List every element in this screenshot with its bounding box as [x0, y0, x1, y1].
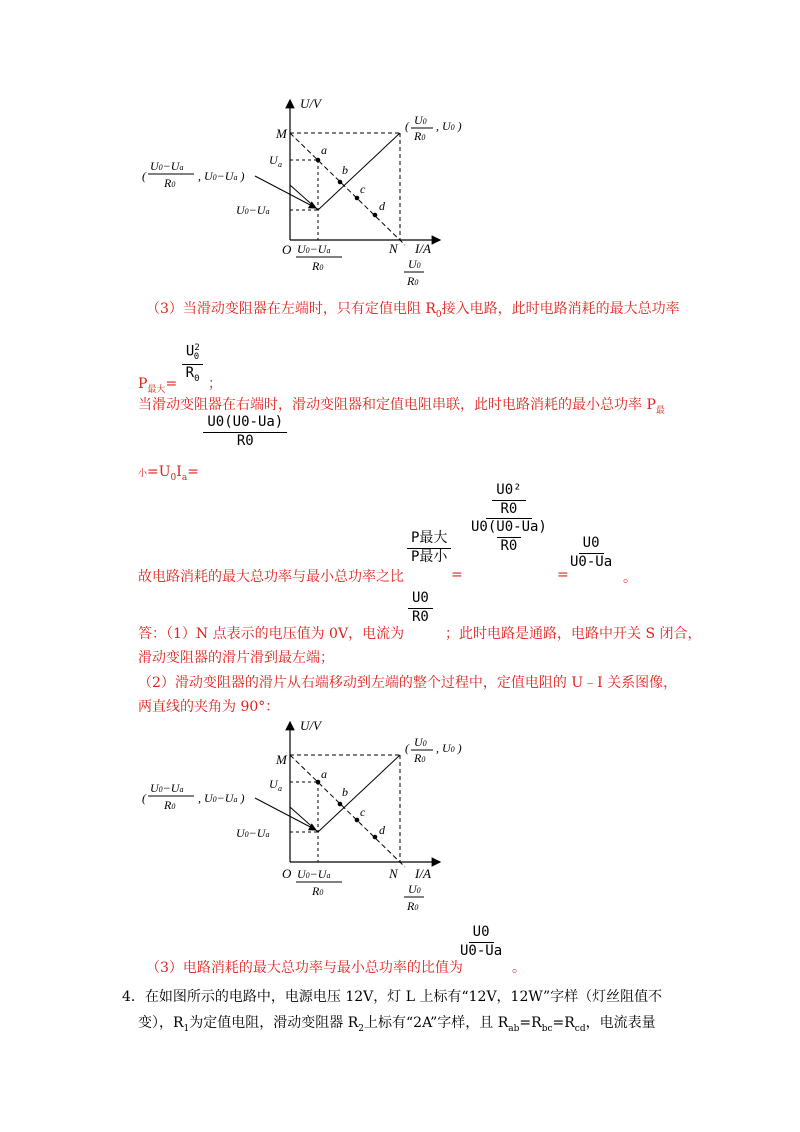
svg-text:U0−Ua: U0−Ua — [236, 826, 270, 840]
svg-text:R0: R0 — [164, 798, 176, 812]
ans3-frac: $\frac{U0}{U0-Ua}$ — [460, 924, 503, 959]
ratio-end: 。 — [623, 570, 637, 586]
svg-text:U/V: U/V — [300, 96, 321, 111]
ratio-right: $\frac{U0}{U0-Ua}$ — [570, 535, 613, 570]
svg-text:, U0−Ua ): , U0−Ua ) — [198, 791, 245, 805]
svg-text:b: b — [342, 785, 348, 799]
svg-text:d: d — [379, 199, 385, 213]
ratio-mid: $\frac{\frac{\text{U0²}}{R0}}{\frac{U0(U0-Ua)}{R0}}$ — [471, 482, 547, 554]
svg-text:, U0 ): , U0 ) — [436, 119, 462, 133]
svg-text:, U0 ): , U0 ) — [436, 741, 462, 755]
svg-text:(: ( — [142, 169, 146, 183]
ans3-end: 。 — [512, 960, 526, 976]
svg-text:a: a — [321, 143, 327, 157]
svg-text:U0: U0 — [408, 257, 421, 271]
svg-text:R0: R0 — [312, 259, 324, 273]
svg-text:d: d — [379, 823, 385, 837]
ratio-text: 故电路消耗的最大总功率与最小总功率之比 — [138, 569, 404, 585]
svg-text:R0: R0 — [312, 884, 324, 898]
svg-text:N: N — [389, 866, 398, 881]
graph-1 — [130, 90, 480, 300]
ans1-line: 答：（1）N 点表示的电压值为 0V，电流为 — [138, 626, 405, 642]
pmin-line: 当滑动变阻器在右端时，滑动变阻器和定值电阻串联，此时电路消耗的最小总功率 $P_最$ — [138, 397, 665, 416]
svg-text:U0−Ua: U0−Ua — [297, 242, 331, 256]
graph-2 — [130, 712, 480, 922]
svg-text:(: ( — [142, 791, 146, 805]
q4-line-2: 变），$R_1$为定值电阻，滑动变阻器 $R_2$上标有“2A”字样，且 $R_{ab}=R_{bc}=R_{cd}$，电流表量 — [138, 1015, 656, 1034]
svg-text:R0: R0 — [164, 176, 176, 190]
svg-text:U0−Ua: U0−Ua — [236, 203, 270, 217]
svg-text:U0−Ua: U0−Ua — [297, 867, 331, 881]
svg-text:, U0−Ua ): , U0−Ua ) — [198, 169, 245, 183]
svg-text:U0: U0 — [414, 113, 427, 127]
svg-text:U0−Ua: U0−Ua — [150, 159, 184, 173]
svg-text:U0: U0 — [408, 882, 421, 896]
svg-text:U: U — [269, 153, 278, 167]
svg-text:O: O — [282, 866, 292, 881]
svg-text:c: c — [360, 182, 366, 196]
svg-text:a: a — [278, 160, 282, 169]
pmax-line: $P_{最大}=$ $\frac{U^2_0}{R_0}$ ； — [138, 343, 222, 395]
svg-text:R0: R0 — [407, 274, 419, 288]
svg-text:U/V: U/V — [300, 718, 321, 733]
svg-text:U0−Ua: U0−Ua — [150, 781, 184, 795]
ans1-line-c: 滑动变阻器的滑片滑到最左端； — [138, 650, 334, 666]
svg-text:R0: R0 — [414, 129, 426, 143]
ans2-line-b: 两直线的夹角为 90°： — [138, 699, 280, 715]
ratio-left: $\frac{\text{P最大}}{\text{P最小}}$ — [407, 530, 451, 566]
ans1-line-b: ；此时电路是通路，电路中开关 S 闭合， — [445, 626, 702, 642]
svg-text:R0: R0 — [414, 751, 426, 765]
ans2-line-a: （2）滑动变阻器的滑片从右端移动到左端的整个过程中，定值电阻的 U﹣I 关系图像， — [138, 675, 678, 691]
ratio-eq1: = — [451, 567, 463, 583]
svg-text:a: a — [321, 767, 327, 781]
svg-text:(: ( — [405, 741, 409, 755]
svg-text:a: a — [278, 784, 282, 793]
svg-text:U0: U0 — [414, 735, 427, 749]
svg-text:c: c — [360, 805, 366, 819]
svg-text:M: M — [276, 752, 287, 767]
ans3-line: （3）电路消耗的最大总功率与最小总功率的比值为 — [146, 960, 463, 976]
svg-text:(: ( — [405, 119, 409, 133]
pmin-eq: 小$=U_0I_a=$ $\frac{U0(U0-Ua)}{R0}$ — [138, 414, 287, 450]
q4-line-1: 4．在如图所示的电路中，电源电压 12V，灯 L 上标有“12V，12W”字样（灯丝阻值不 — [122, 989, 663, 1005]
svg-text:R0: R0 — [407, 899, 419, 913]
svg-text:M: M — [276, 126, 287, 141]
svg-text:O: O — [282, 242, 292, 257]
ans1-frac: $\frac{U0}{R0}$ — [408, 590, 433, 626]
svg-text:I/A: I/A — [415, 866, 431, 881]
svg-text:b: b — [342, 163, 348, 177]
svg-text:N: N — [389, 241, 398, 256]
svg-text:U: U — [269, 777, 278, 791]
ratio-eq2: = — [557, 567, 569, 583]
p3-line: （3）当滑动变阻器在左端时，只有定值电阻 $R_0$接入电路，此时电路消耗的最大总功率 — [146, 301, 680, 320]
svg-text:I/A: I/A — [415, 241, 431, 256]
